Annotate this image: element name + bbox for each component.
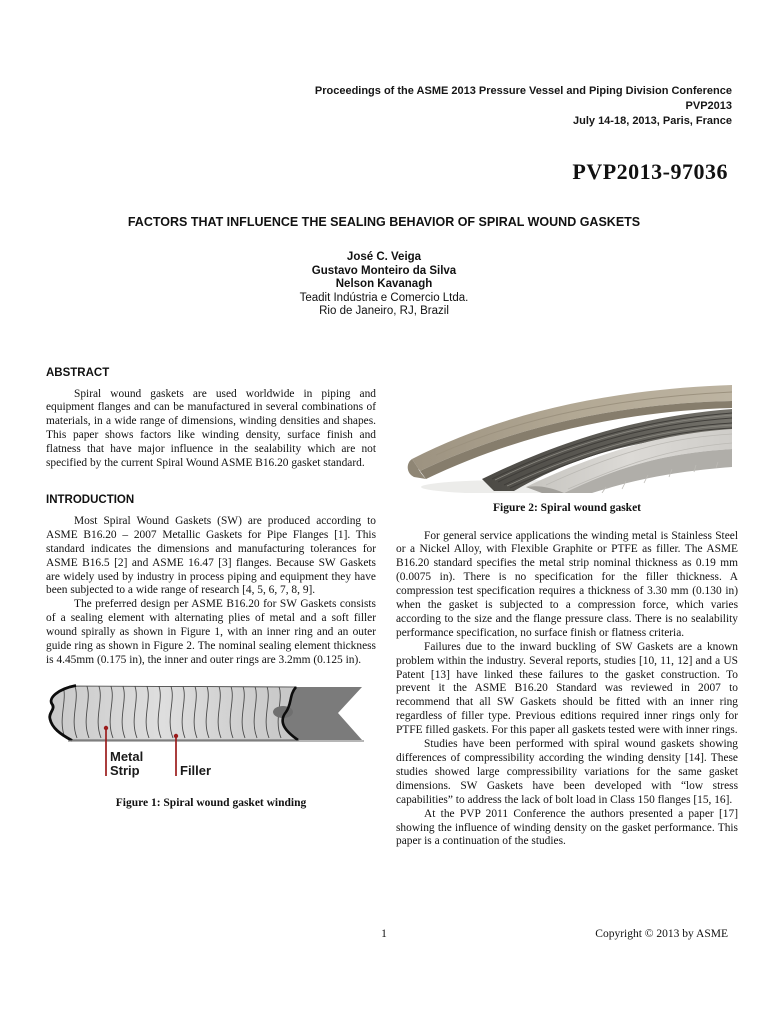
author-1: José C. Veiga [346,251,422,263]
abstract-text: Spiral wound gaskets are used worldwide in piping and equipment flanges and can be manufactured in several combinations of materials, in a wide range of dimensions, winding densities and shapes. This paper shows factors like winding density, surface finish and flatness that have major influence in the sealability which are not specified by the current Spiral Wound ASME B16.20 gasket standard. [46,387,376,470]
body-paragraph-1: For general service applications the winding metal is Stainless Steel or a Nickel Alloy, with Flexible Graphite or PTFE as filler. The ASME B16.20 standard specifies the metal strip nominal thickness as 0.19 mm (0.0075 in). There is no specification for the filler thickness. A compression test specification requires a thickness of 3.30 mm (0.130 in) when the gasket is subjected to a compression force, which varies according to the size and the flange pressure class. There is no sealability performance specification, no surface finish or flatness criteria. [396,529,738,639]
left-column [46,367,376,850]
conference-header-line1: Proceedings of the ASME 2013 Pressure Vessel and Piping Division Conference [314,85,732,97]
figure1-label-filler: Filler [180,762,212,778]
body-paragraph-3: Studies have been performed with spiral wound gaskets showing differences of compressibility according the winding density [14]. These studies showed large compressibility variations for the same gasket dimensions. SW Gaskets have been developed with “low stress capabilities” to address the lack of bolt load in Class 150 flanges [15, 16]. [396,738,738,806]
page-number: 1 [381,928,387,940]
abstract-heading: ABSTRACT [46,366,110,379]
copyright-notice: Copyright © 2013 by ASME [595,928,728,940]
body-paragraph-4: At the PVP 2011 Conference the authors presented a paper [17] showing the influence of winding density on the gasket performance. This paper is a continuation of the studies. [396,807,738,848]
figure1-diagram [46,682,376,782]
conference-header-line2: PVP2013 [685,100,732,112]
right-column [396,367,738,850]
intro-paragraph-2: The preferred design per ASME B16.20 for SW Gaskets consists of a sealing element with alternating plies of metal and a soft filler wound spirally as shown in Figure 1, with an inner ring and an outer guide ring as shown in Figure 2. The nominal sealing element thickness is 4.45mm (0.175 in), the inner and outer rings are 3.2mm (0.125 in). [46,598,376,666]
paper-number: PVP2013-97036 [572,159,728,184]
figure2-photo [396,375,738,493]
introduction-heading: INTRODUCTION [46,493,135,506]
affiliation-line1: Teadit Indústria e Comercio Ltda. [299,291,469,304]
body-paragraph-2: Failures due to the inward buckling of SW Gaskets are a known problem within the industry. Several reports, studies [10, 11, 12] and a US Patent [13] have linked these failures to the gasket construction. To prevent it the ASME B16.20 Standard was reviewed in 2007 to recommend that all SW Gaskets should be fitted with an inner ring regardless of filler type. Previous editions required inner rings only for PTFE filled gaskets. For this paper all gaskets tested were with inner rings. [396,640,738,737]
affiliation-line2: Rio de Janeiro, RJ, Brazil [319,305,449,317]
figure1-guide-ring-chevron [283,687,362,740]
author-2: Gustavo Monteiro da Silva [311,264,457,277]
intro-paragraph-1: Most Spiral Wound Gaskets (SW) are produced according to ASME B16.20 – 2007 Metallic Gaskets for Pipe Flanges [1]. This standard indicates the dimensions and manufacturing tolerances for ASME B16.5 [2] and ASME 16.47 [3] flanges. Because SW Gaskets are widely used by industry in process piping and equipment they have been subjected to a wide range of research [4, 5, 6, 7, 8, 9]. [46,514,376,597]
figure1-caption: Figure 1: Spiral wound gasket winding [115,796,307,809]
author-3: Nelson Kavanagh [335,278,433,290]
figure1-label-metal: Metal [110,748,144,764]
conference-header [0,0,768,129]
figure1-label-strip: Strip [110,762,140,778]
figure1-container [46,682,376,787]
two-column-body [0,367,768,850]
paper-title: FACTORS THAT INFLUENCE THE SEALING BEHAVIOR OF SPIRAL WOUND GASKETS [127,215,641,229]
author-block [0,251,768,319]
figure2-caption: Figure 2: Spiral wound gasket [492,501,642,514]
figure2-container [396,375,738,498]
conference-header-line3: July 14-18, 2013, Paris, France [573,115,732,127]
